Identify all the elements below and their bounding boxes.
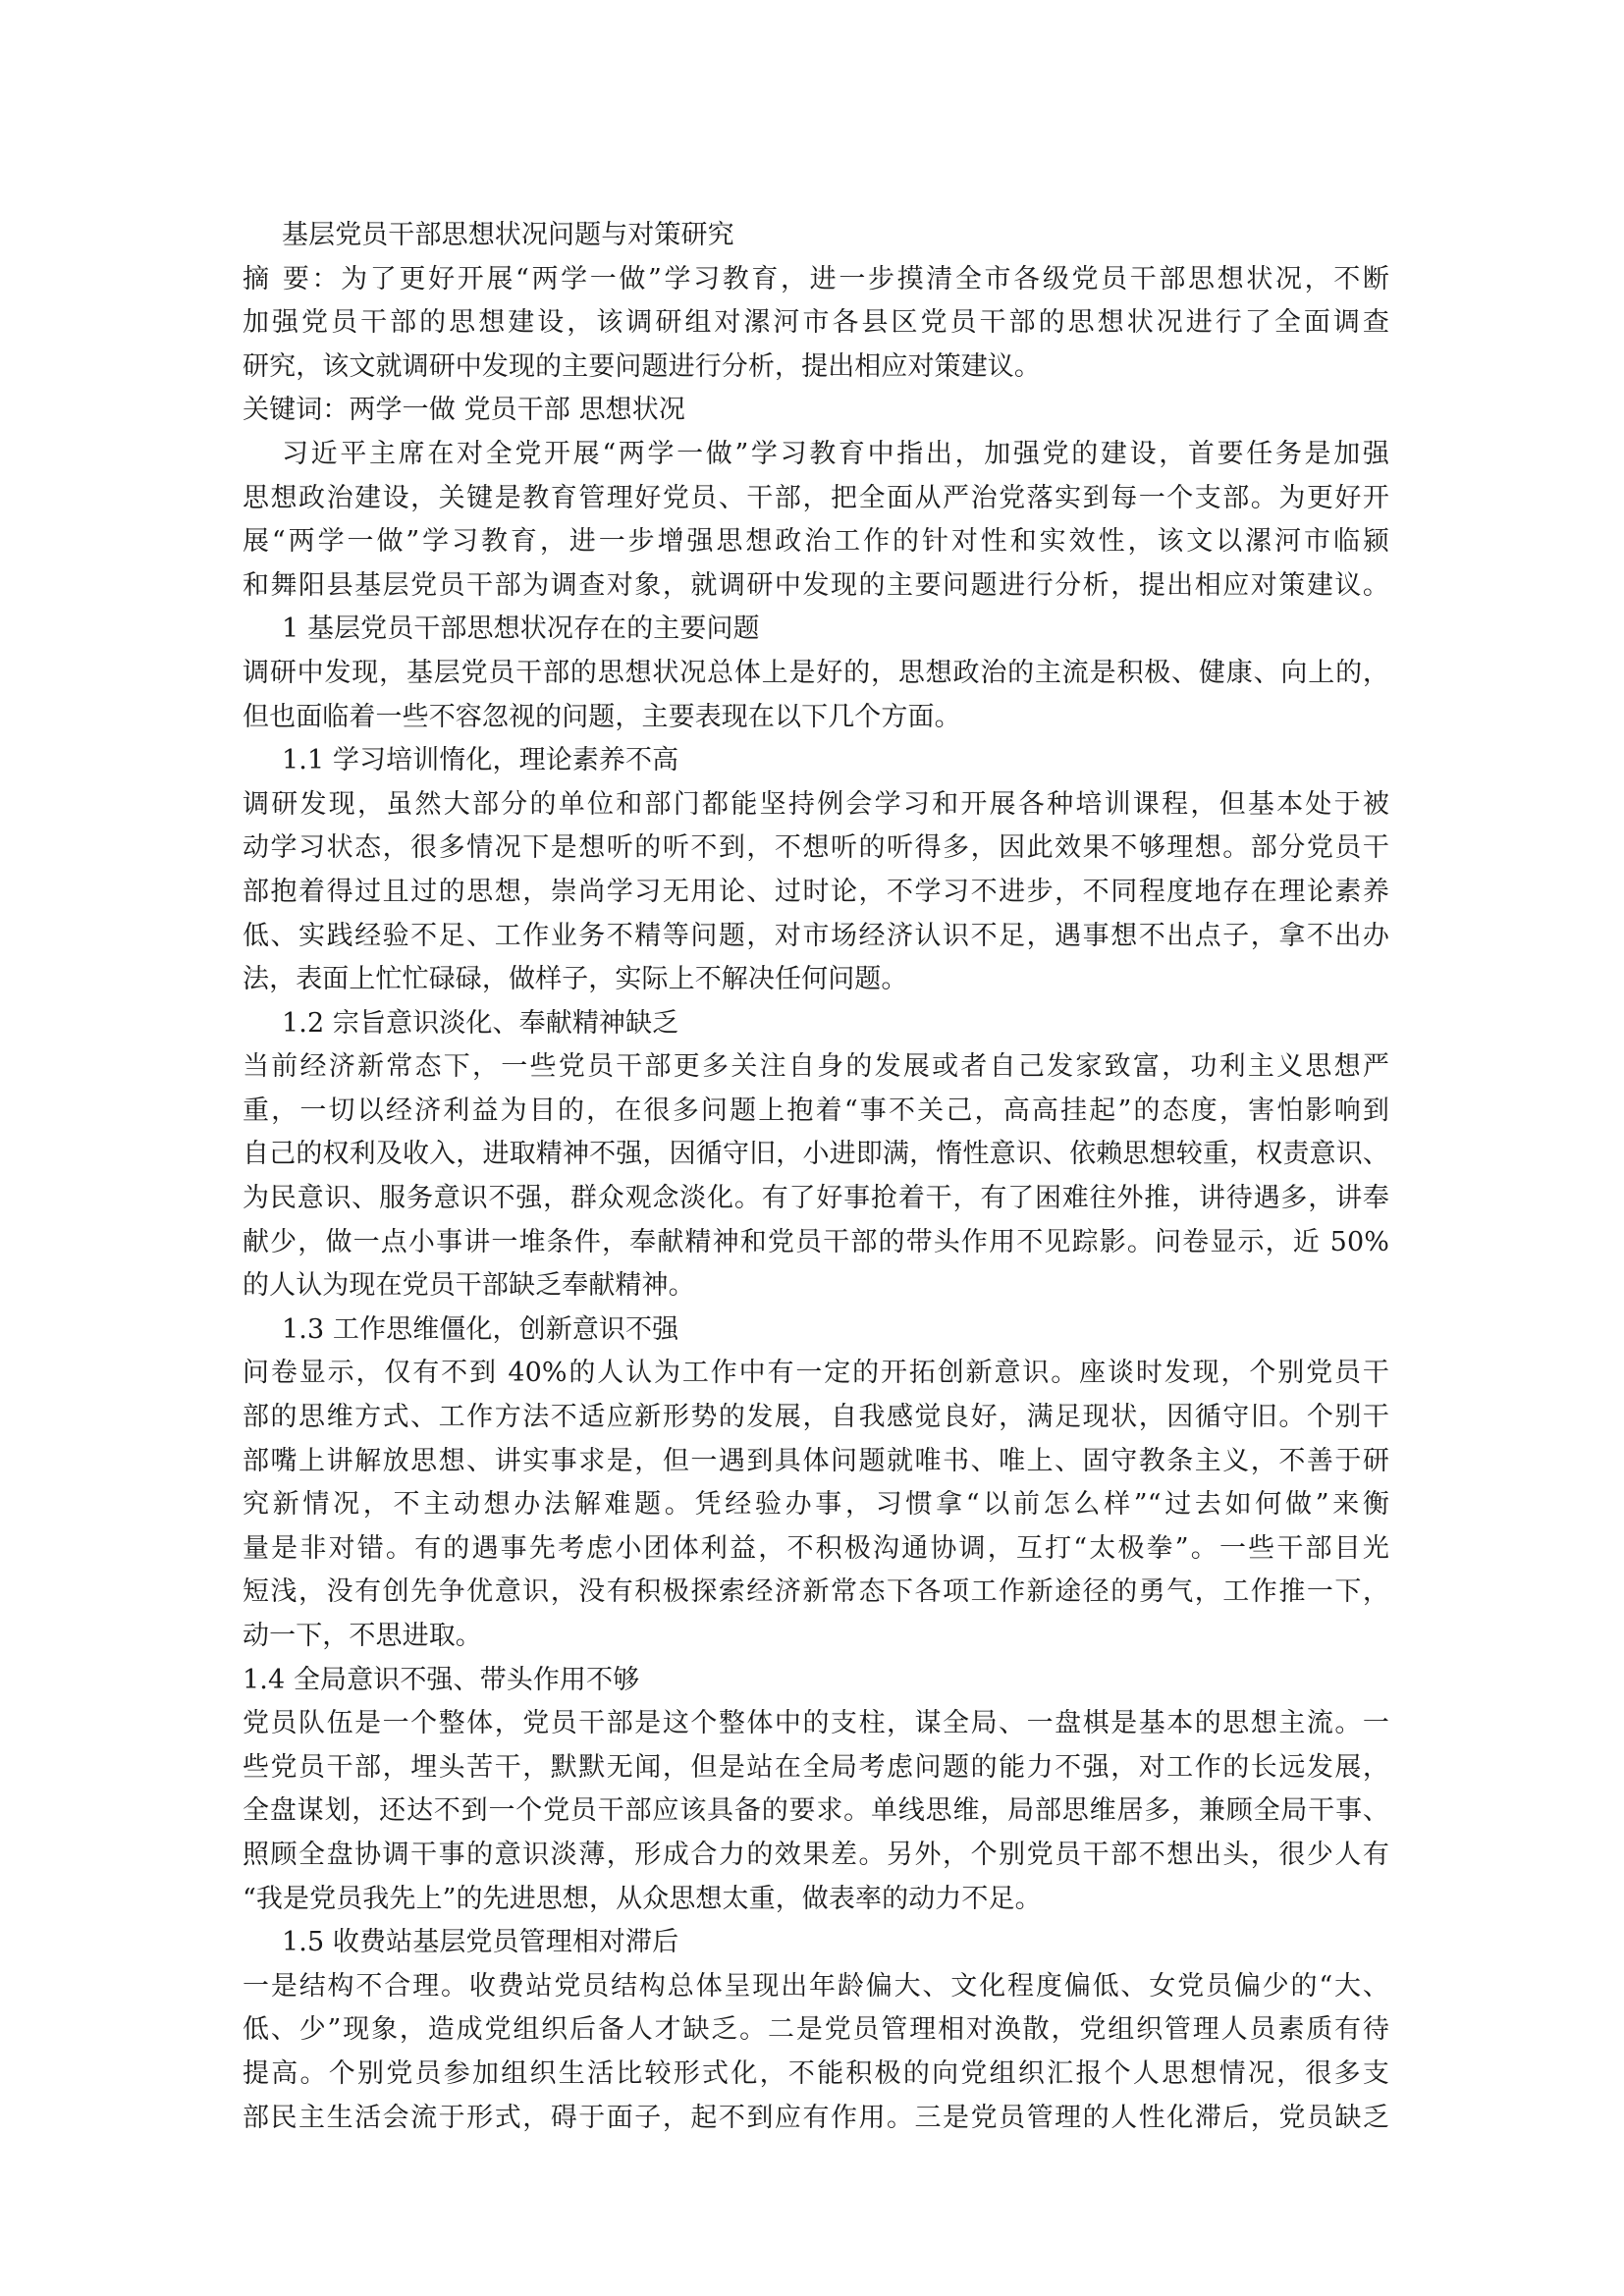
section-heading-1-5: 1.5 收费站基层党员管理相对滞后: [282, 1927, 679, 1958]
intro-line: 和舞阳县基层党员干部为调查对象，就调研中发现的主要问题进行分析，提出相应对策建议。: [243, 569, 1389, 601]
paragraph-line: 部的思维方式、工作方法不适应新形势的发展，自我感觉良好，满足现状，因循守旧。个别干: [243, 1402, 1389, 1433]
paragraph-line: “我是党员我先上”的先进思想，从众思想太重，做表率的动力不足。: [243, 1883, 1042, 1914]
section-heading-1-4: 1.4 全局意识不强、带头作用不够: [243, 1664, 640, 1695]
abstract-line: 加强党员干部的思想建设，该调研组对漯河市各县区党员干部的思想状况进行了全面调查: [243, 307, 1389, 339]
paragraph-line: 部民主生活会流于形式，碍于面子，起不到应有作用。三是党员管理的人性化滞后，党员缺乏: [243, 2102, 1389, 2133]
paragraph-line: 献少，做一点小事讲一堆条件，奉献精神和党员干部的带头作用不见踪影。问卷显示，近 50%: [243, 1226, 1389, 1257]
paragraph-line: 问卷显示，仅有不到 40%的人认为工作中有一定的开拓创新意识。座谈时发现，个别党员干: [243, 1358, 1389, 1389]
paragraph-line: 自己的权利及收入，进取精神不强，因循守旧，小进即满，惰性意识、依赖思想较重，权责意识、: [243, 1139, 1389, 1170]
paragraph-line: 调研中发现，基层党员干部的思想状况总体上是好的，思想政治的主流是积极、健康、向上的，: [243, 657, 1389, 688]
paragraph-line: 全盘谋划，还达不到一个党员干部应该具备的要求。单线思维，局部思维居多，兼顾全局干事、: [243, 1795, 1389, 1827]
section-heading-1-2: 1.2 宗旨意识淡化、奉献精神缺乏: [282, 1007, 679, 1039]
document-title: 基层党员干部思想状况问题与对策研究: [282, 220, 734, 250]
paragraph-line: 法，表面上忙忙碌碌，做样子，实际上不解决任何问题。: [243, 964, 908, 995]
keywords: 关键词：两学一做 党员干部 思想状况: [243, 395, 685, 426]
paragraph-line: 调研发现，虽然大部分的单位和部门都能坚持例会学习和开展各种培训课程，但基本处于被: [243, 788, 1389, 820]
paragraph-line: 照顾全盘协调干事的意识淡薄，形成合力的效果差。另外，个别党员干部不想出头，很少人有: [243, 1839, 1389, 1870]
paragraph-line: 但也面临着一些不容忽视的问题，主要表现在以下几个方面。: [243, 701, 961, 732]
section-1-paragraph: [243, 652, 1389, 739]
section-1-5-paragraph: [243, 1965, 1389, 2140]
paragraph-line: 的人认为现在党员干部缺乏奉献精神。: [243, 1270, 695, 1302]
paragraph-line: 低、实践经验不足、工作业务不精等问题，对市场经济认识不足，遇事想不出点子，拿不出办: [243, 920, 1389, 951]
abstract-line: 摘 要：为了更好开展“两学一做”学习教育，进一步摸清全市各级党员干部思想状况，不断: [243, 263, 1389, 294]
paragraph-line: 重，一切以经济利益为目的，在很多问题上抱着“事不关己，高高挂起”的态度，害怕影响到: [243, 1095, 1389, 1126]
paragraph-line: 些党员干部，埋头苦干，默默无闻，但是站在全局考虑问题的能力不强，对工作的长远发展，: [243, 1751, 1389, 1783]
section-1-2-paragraph: [243, 1045, 1389, 1308]
intro-line: 展“两学一做”学习教育，进一步增强思想政治工作的针对性和实效性，该文以漯河市临颍: [243, 526, 1389, 558]
document-page: [243, 214, 1389, 2140]
paragraph-line: 低、少”现象，造成党组织后备人才缺乏。二是党员管理相对涣散，党组织管理人员素质有待: [243, 2014, 1389, 2046]
paragraph-line: 短浅，没有创先争优意识，没有积极探索经济新常态下各项工作新途径的勇气，工作推一下，: [243, 1576, 1389, 1608]
section-heading-1: 1 基层党员干部思想状况存在的主要问题: [282, 614, 760, 645]
paragraph-line: 为民意识、服务意识不强，群众观念淡化。有了好事抢着干，有了困难往外推，讲待遇多，讲奉: [243, 1183, 1389, 1214]
section-1-4-paragraph: [243, 1702, 1389, 1921]
paragraph-line: 动一下，不思进取。: [243, 1621, 482, 1651]
abstract: [243, 258, 1389, 390]
abstract-line: 研究，该文就调研中发现的主要问题进行分析，提出相应对策建议。: [243, 350, 1041, 382]
section-heading-1-3: 1.3 工作思维僵化，创新意识不强: [282, 1313, 679, 1345]
paragraph-line: 部嘴上讲解放思想、讲实事求是，但一遇到具体问题就唯书、唯上、固守教条主义，不善于研: [243, 1445, 1389, 1476]
intro-line: 思想政治建设，关键是教育管理好党员、干部，把全面从严治党落实到每一个支部。为更好开: [243, 482, 1389, 513]
paragraph-line: 当前经济新常态下，一些党员干部更多关注自身的发展或者自己发家致富，功利主义思想严: [243, 1051, 1389, 1083]
section-1-1-paragraph: [243, 783, 1389, 1002]
section-1-3-paragraph: [243, 1352, 1389, 1658]
paragraph-line: 提高。个别党员参加组织生活比较形式化，不能积极的向党组织汇报个人思想情况，很多支: [243, 2057, 1389, 2089]
paragraph-line: 究新情况，不主动想办法解难题。凭经验办事，习惯拿“以前怎么样”“过去如何做”来衡: [243, 1489, 1389, 1521]
paragraph-line: 一是结构不合理。收费站党员结构总体呈现出年龄偏大、文化程度偏低、女党员偏少的“大、: [243, 1970, 1389, 2002]
paragraph-line: 部抱着得过且过的思想，崇尚学习无用论、过时论，不学习不进步，不同程度地存在理论素养: [243, 876, 1389, 907]
section-heading-1-1: 1.1 学习培训惰化，理论素养不高: [282, 745, 679, 776]
paragraph-line: 党员队伍是一个整体，党员干部是这个整体中的支柱，谋全局、一盘棋是基本的思想主流。一: [243, 1708, 1389, 1739]
intro-paragraph: [243, 433, 1389, 608]
intro-line: 习近平主席在对全党开展“两学一做”学习教育中指出，加强党的建设，首要任务是加强: [282, 438, 1389, 469]
paragraph-line: 量是非对错。有的遇事先考虑小团体利益，不积极沟通协调，互打“太极拳”。一些干部目光: [243, 1532, 1389, 1564]
paragraph-line: 动学习状态，很多情况下是想听的听不到，不想听的听得多，因此效果不够理想。部分党员干: [243, 832, 1389, 864]
